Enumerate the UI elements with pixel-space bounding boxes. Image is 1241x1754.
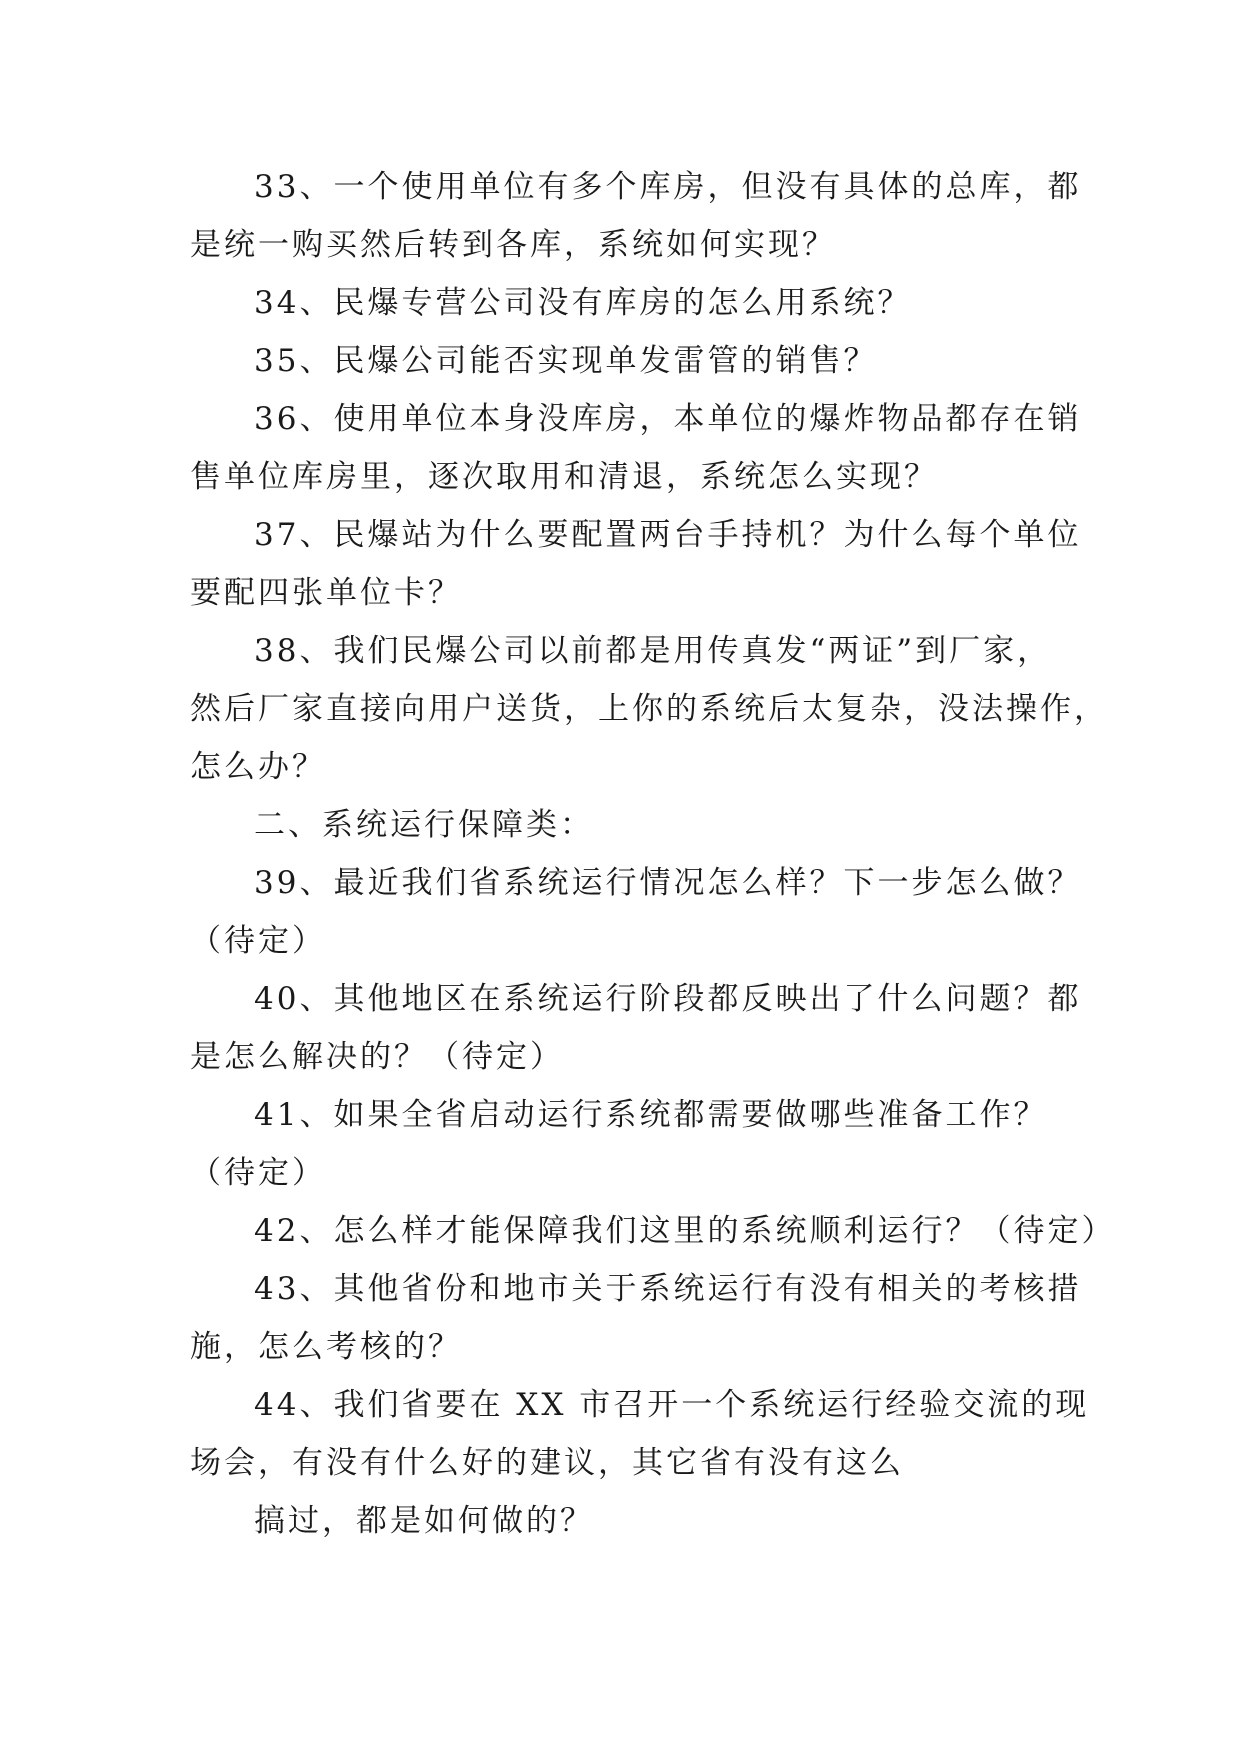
text-line: 施，怎么考核的？ — [190, 1329, 462, 1365]
text-line: 43、其他省份和地市关于系统运行有没有相关的考核措 — [254, 1271, 1082, 1307]
text-line: 33、一个使用单位有多个库房，但没有具体的总库，都 — [254, 169, 1082, 205]
document-body — [190, 158, 1116, 1550]
text-line: 44、我们省要在 XX 市召开一个系统运行经验交流的现 — [254, 1387, 1090, 1423]
paragraph-q44-continued — [190, 1492, 1070, 1550]
text-line: 40、其他地区在系统运行阶段都反映出了什么问题？都 — [254, 981, 1082, 1017]
section-heading — [190, 796, 1070, 854]
paragraph-q37 — [190, 506, 1082, 622]
text-line: 场会，有没有什么好的建议，其它省有没有这么 — [190, 1445, 904, 1481]
paragraph-q34 — [190, 274, 1070, 332]
paragraph-q43 — [190, 1260, 1082, 1376]
paragraph-q41 — [190, 1086, 1070, 1202]
text-line: 42、怎么样才能保障我们这里的系统顺利运行？（待定） — [254, 1213, 1116, 1249]
paragraph-q38 — [190, 622, 1108, 796]
paragraph-q40 — [190, 970, 1082, 1086]
paragraph-q33 — [190, 158, 1082, 274]
text-line: （待定） — [190, 923, 326, 959]
text-line: 怎么办？ — [190, 749, 326, 785]
text-line: 37、民爆站为什么要配置两台手持机？为什么每个单位 — [254, 517, 1082, 553]
text-line: 是统一购买然后转到各库，系统如何实现？ — [190, 227, 836, 263]
text-line: （待定） — [190, 1155, 326, 1191]
section-heading-text: 二、系统运行保障类： — [254, 807, 594, 843]
text-line: 38、我们民爆公司以前都是用传真发“两证”到厂家， — [254, 633, 1052, 669]
text-line: 36、使用单位本身没库房，本单位的爆炸物品都存在销 — [254, 401, 1082, 437]
text-line: 然后厂家直接向用户送货，上你的系统后太复杂，没法操作， — [190, 691, 1108, 727]
paragraph-q42 — [190, 1202, 1116, 1260]
paragraph-q39 — [190, 854, 1082, 970]
text-line: 35、民爆公司能否实现单发雷管的销售？ — [254, 343, 878, 379]
paragraph-q44 — [190, 1376, 1090, 1492]
paragraph-q35 — [190, 332, 1070, 390]
paragraph-q36 — [190, 390, 1082, 506]
text-line: 41、如果全省启动运行系统都需要做哪些准备工作？ — [254, 1097, 1048, 1133]
text-line: 要配四张单位卡？ — [190, 575, 462, 611]
text-line: 34、民爆专营公司没有库房的怎么用系统？ — [254, 285, 912, 321]
text-line: 39、最近我们省系统运行情况怎么样？下一步怎么做？ — [254, 865, 1082, 901]
text-line: 售单位库房里，逐次取用和清退，系统怎么实现？ — [190, 459, 938, 495]
text-line: 搞过，都是如何做的？ — [254, 1503, 594, 1539]
text-line: 是怎么解决的？（待定） — [190, 1039, 564, 1075]
